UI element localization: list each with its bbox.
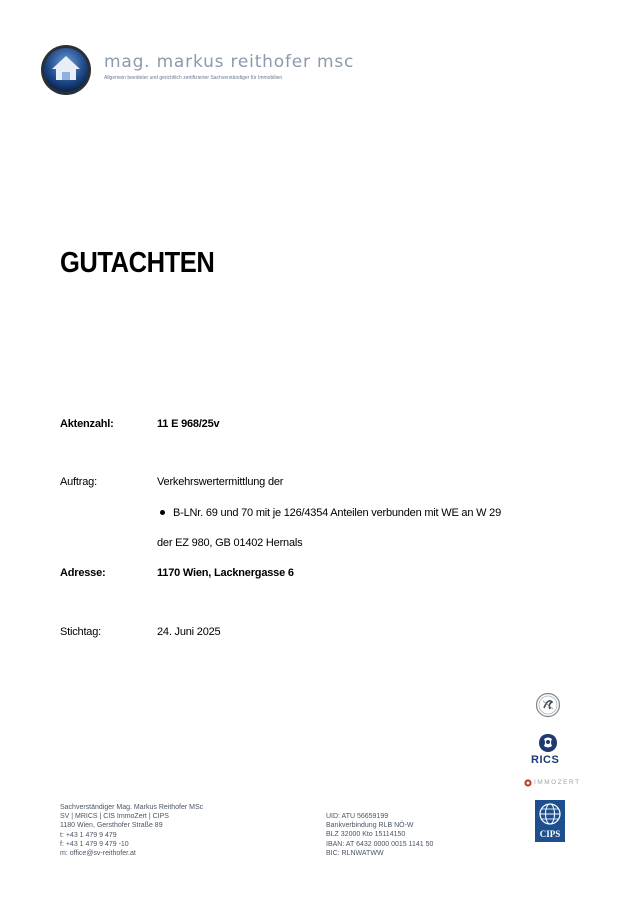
bullet-icon — [160, 510, 165, 515]
auftrag-label: Auftrag: — [60, 476, 97, 488]
footer-bank — [326, 812, 433, 858]
footer-contact-line: SV | MRICS | CIS ImmoZert | CIPS — [60, 813, 169, 821]
rics-label: RICS — [531, 754, 560, 766]
brand-tagline: Allgemein beeideter und gerichtlich zertifizierter Sachverständiger für Immobilien — [104, 75, 283, 81]
footer-bank-line: BIC: RLNWATWW — [326, 849, 384, 857]
aktenzahl-value: 11 E 968/25v — [157, 418, 220, 430]
auftrag-continuation: der EZ 980, GB 01402 Hernals — [157, 537, 303, 549]
footer-bank-line: IBAN: AT 6432 0000 0015 1141 50 — [326, 840, 434, 848]
stichtag-label: Stichtag: — [60, 626, 102, 638]
cips-globe-icon — [535, 800, 565, 842]
immozert-icon — [524, 779, 532, 787]
footer-contact-line: m: office@sv-reithofer.at — [60, 849, 136, 857]
auftrag-bullet-text: B-LNr. 69 und 70 mit je 126/4354 Anteilen verbunden mit WE an W 29 — [173, 507, 501, 519]
document-title: GUTACHTEN — [60, 247, 215, 279]
immozert-label: IMMOZERT — [534, 779, 581, 786]
adresse-label: Adresse: — [60, 567, 106, 579]
auftrag-value: Verkehrswertermittlung der — [157, 476, 284, 488]
auftrag-bullet-item — [160, 507, 501, 519]
adresse-value: 1170 Wien, Lacknergasse 6 — [157, 567, 294, 579]
footer-bank-line: Bankverbindung RLB NÖ-W — [326, 822, 414, 830]
footer-contact-line: 1180 Wien, Gersthofer Straße 89 — [60, 822, 163, 830]
footer-contact — [60, 803, 203, 858]
footer-contact-line: t: +43 1 479 9 479 — [60, 831, 117, 839]
stichtag-value: 24. Juni 2025 — [157, 626, 221, 638]
footer-bank-line: BLZ 32000 Kto 15114150 — [326, 831, 406, 839]
footer-contact-line: Sachverständiger Mag. Markus Reithofer MSc — [60, 804, 204, 811]
house-logo-icon — [40, 44, 92, 96]
rics-lion-icon — [537, 733, 559, 753]
footer-bank-line: UID: ATU 56659199 — [326, 813, 389, 820]
aktenzahl-label: Aktenzahl: — [60, 418, 114, 430]
footer-contact-line: f: +43 1 479 9 479 -10 — [60, 840, 129, 848]
sv-seal-icon — [535, 692, 561, 718]
brand-name: mag. markus reithofer msc — [104, 52, 355, 72]
cips-label: CIPS — [539, 829, 561, 839]
